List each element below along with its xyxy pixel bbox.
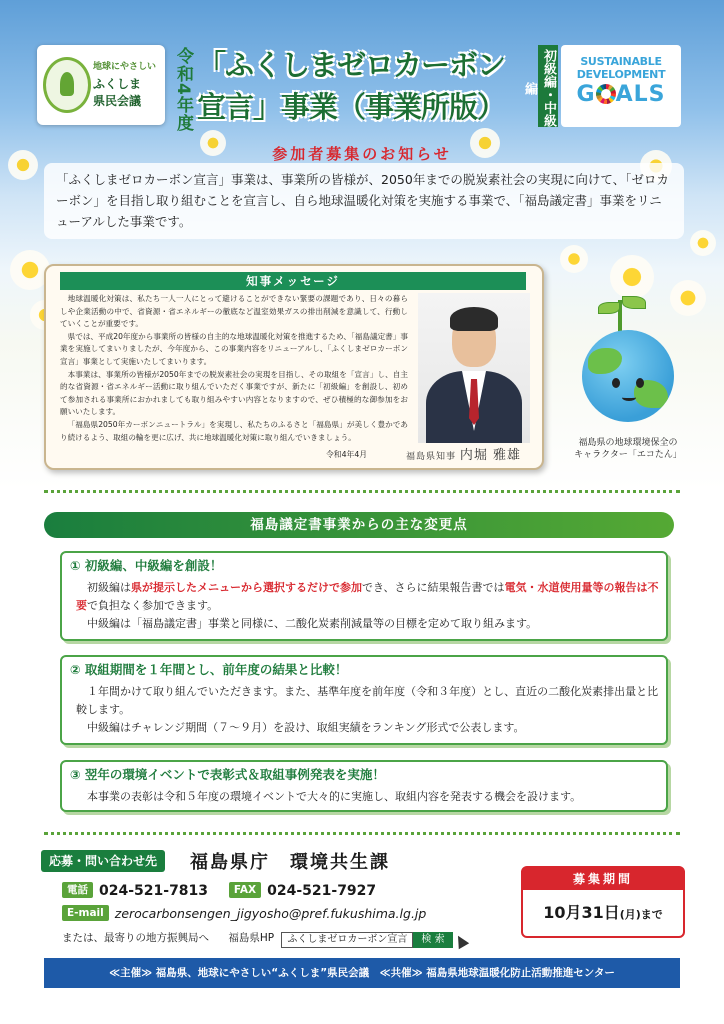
- leaf-icon: [622, 296, 646, 309]
- dotted-divider: [44, 490, 680, 493]
- logo-name-text: ふくしま: [93, 77, 142, 91]
- phone-row: [62, 882, 376, 899]
- highlight-text: 電気・水道使用量等の報告は不要: [76, 581, 659, 612]
- change-card-1: [60, 551, 668, 641]
- text-span: でき、さらに結果報告書では: [362, 581, 505, 594]
- text-span: 初級編は: [87, 581, 131, 594]
- caption-line-2: キャラクター「エコたん」: [574, 450, 682, 460]
- card-line: 本事業の表彰は令和５年度の環境イベントで大々的に実施し、取組内容を発表する機会を設けます。: [87, 790, 582, 803]
- period-heading: 募集期間: [523, 868, 683, 890]
- sdgs-goals-rest: ALS: [615, 82, 666, 107]
- change-card-2: [60, 655, 668, 745]
- card-heading: ② 取組期間を１年間とし、前年度の結果と比較！: [70, 662, 348, 677]
- recruitment-period-box: [521, 866, 685, 938]
- changes-section-title: 福島議定書事業からの主な変更点: [44, 512, 674, 538]
- deadline-suffix: まで: [640, 908, 663, 921]
- leaf-icon: [598, 302, 620, 314]
- land-shape: [588, 348, 622, 374]
- card-body: [76, 683, 660, 737]
- card-line: １年間かけて取り組んでいただきます。また、基準年度を前年度（令和３年度）とし、直近の二酸化炭素排出量と比較します。: [76, 685, 659, 716]
- page-title: [197, 44, 532, 128]
- sdgs-logo: [561, 45, 681, 127]
- card-line: 中級編はチャレンジ期間（７～９月）を設け、取組実績をランキング形式で公表します。: [87, 721, 525, 734]
- cursor-icon: [452, 933, 468, 949]
- deadline-date: 10月31日: [543, 903, 620, 922]
- message-paragraph: 本事業は、事業所の皆様が2050年までの脱炭素社会の実現を目指し、その取組を「宣言」し、自主的な省資源・省エネルギー活動に取り組んでいただく事業ですが、新たに「初級編」を創設し、初めて参加される事業所におかれましても取り組みやすい内容となりますので、ぜひ積極的な御参加をお願いいたします。: [60, 369, 408, 417]
- contact-tag: 応募・問い合わせ先: [41, 850, 165, 872]
- period-deadline: [523, 900, 683, 923]
- search-input[interactable]: ふくしまゼロカーボン宣言: [281, 932, 413, 948]
- phone-number: 024-521-7813: [99, 883, 209, 899]
- title-line-1: 「ふくしまゼロカーボン: [197, 48, 506, 82]
- announcement-subhead: 参加者募集のお知らせ: [272, 145, 452, 163]
- organization-name: 福島県庁 環境共生課: [190, 852, 390, 873]
- email-address[interactable]: zerocarbonsengen_jigyosho@pref.fukushima.lg.jp: [114, 906, 427, 921]
- daisy-decoration: [560, 245, 588, 273]
- daisy-decoration: [610, 255, 654, 299]
- signature-name: 内堀 雅雄: [459, 448, 522, 463]
- email-row: [62, 905, 426, 921]
- card-body: [76, 579, 660, 633]
- message-body: [60, 293, 408, 444]
- logo-sub-text: 県民会議: [93, 94, 142, 108]
- text-span: で負担なく参加できます。: [87, 599, 219, 612]
- phone-label: 電話: [62, 882, 93, 898]
- sprout-icon: [43, 57, 91, 113]
- mouth: [622, 394, 636, 401]
- deadline-weekday: (月): [619, 908, 641, 921]
- message-paragraph: 「福島県2050年カーボンニュートラル」を実現し、私たちのふるさと「福島県」が美しく豊かであり続けるよう、取組の輪を更に広げ、共に地球温暖化対策に取り組んでいきましょう。: [60, 419, 408, 442]
- daisy-decoration: [690, 230, 716, 256]
- kenmin-kaigi-logo: [37, 45, 165, 125]
- search-button[interactable]: 検 索: [413, 932, 452, 948]
- highlight-text: 県が提示したメニューから選択するだけで参加: [131, 581, 362, 594]
- signature-title: 福島県知事: [406, 452, 457, 462]
- change-card-3: [60, 760, 668, 812]
- eye: [612, 378, 620, 388]
- card-line: [76, 579, 660, 615]
- card-body: [76, 788, 660, 806]
- eye: [636, 378, 644, 388]
- alt-contact-text: または、最寄りの地方振興局へ: [62, 932, 209, 944]
- email-label: E-mail: [62, 905, 109, 921]
- title-line-2: 宣言」事業（事業所版）: [197, 90, 506, 124]
- message-paragraph: 県では、平成20年度から事業所の皆様の自主的な地球温暖化対策を推進するため、「福島議定書」事業を実施してまいりましたが、今年度から、この事業内容をリニューアルし、「ふくしまゼロカーボン宣言」事業として実施いたしてまいります。: [60, 331, 408, 366]
- card-line: 中級編は「福島議定書」事業と同様に、二酸化炭素削減量等の目標を定めて取り組みます。: [87, 617, 538, 630]
- sdgs-line-1: SUSTAINABLE: [580, 55, 662, 68]
- fiscal-year-label: 令和4年度: [173, 46, 193, 132]
- governor-head: [452, 313, 496, 367]
- message-paragraph: 地球温暖化対策は、私たち一人一人にとって避けることができない緊要の課題であり、日々の暮らしや企業活動の中で、省資源・省エネルギーの徹底など温室効果ガスの排出削減を意識して、行動していくことが重要です。: [60, 294, 408, 329]
- sdgs-line-2: DEVELOPMENT: [576, 68, 666, 81]
- message-date: 令和4年4月: [326, 450, 368, 459]
- fax-label: FAX: [229, 882, 261, 898]
- organizer-footer: ≪主催≫ 福島県、地球にやさしい“ふくしま”県民会議 ≪共催≫ 福島県地球温暖化防止活動推進センター: [44, 958, 680, 988]
- governor-photo: [418, 293, 530, 443]
- ecotan-caption: [553, 437, 703, 461]
- ecotan-character: [566, 300, 690, 430]
- message-title: 知事メッセージ: [60, 272, 526, 290]
- alt-contact-row: [62, 930, 467, 948]
- card-heading: ③ 翌年の環境イベントで表彰式＆取組事例発表を実施！: [70, 767, 385, 782]
- globe-icon: [582, 330, 674, 422]
- governor-message-box: [44, 264, 544, 470]
- sdg-wheel-icon: [596, 84, 616, 104]
- card-heading: ① 初級編、中級編を創設！: [70, 558, 223, 573]
- hp-label: 福島県HP: [228, 932, 275, 944]
- sdgs-goals-g: G: [576, 82, 596, 107]
- level-badge: 初級編・中級編: [538, 45, 558, 127]
- logo-text: [93, 59, 165, 110]
- intro-text: 「ふくしまゼロカーボン宣言」事業は、事業所の皆様が、2050年までの脱炭素社会の実現に向けて、「ゼロカーボン」を目指し取り組むことを宣言し、自ら地球温暖化対策を実施する事業で、「福島議定書」事業をリニューアルした事業です。: [44, 163, 684, 239]
- caption-line-1: 福島県の地球環境保全の: [578, 438, 678, 448]
- dotted-divider: [44, 832, 680, 835]
- fax-number: 024-521-7927: [267, 883, 377, 899]
- logo-top-text: 地球にやさしい: [93, 62, 157, 72]
- governor-signature: [406, 444, 521, 463]
- sdgs-goals: [567, 81, 675, 109]
